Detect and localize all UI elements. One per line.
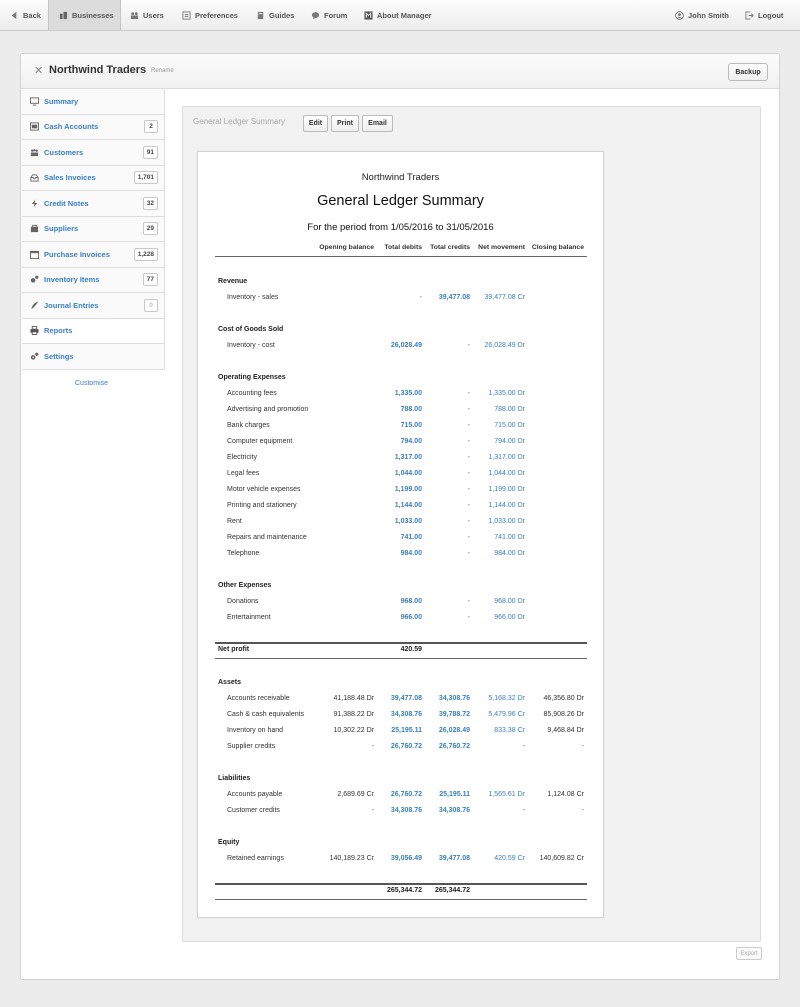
cell-debit[interactable]: 794.00 [400,438,422,445]
header-divider [215,256,587,257]
account-row [198,454,603,464]
guides-icon [256,11,265,20]
cell-credit: - [467,534,470,541]
logout-label: Logout [758,10,784,20]
cell-net[interactable]: 1,033.00 Dr [488,518,525,525]
section-heading-cogs: Cost of Goods Sold [218,326,284,333]
account-name: Cash & cash equivalents [227,711,305,718]
cell-debit[interactable]: 34,308.76 [390,711,422,718]
cell-credit[interactable]: 39,788.72 [438,711,470,718]
account-row [198,422,603,432]
sidebar-item-cash-accounts[interactable] [22,115,165,141]
cell-net[interactable]: 1,044.00 Dr [488,470,525,477]
cell-credit: - [467,502,470,509]
cell-close: - [581,807,584,814]
count-badge: 2 [144,120,158,133]
about-manager-label: About Manager [377,10,432,20]
email-button[interactable]: Email [362,115,393,132]
account-row [198,470,603,480]
account-row [198,502,603,512]
forum-icon [311,11,320,20]
cell-debit[interactable]: 39,056.49 [390,855,422,862]
section-heading-equity: Equity [218,839,240,846]
account-row [198,807,603,817]
cash-icon [30,122,39,131]
column-header-closing-balance: Closing balance [531,244,584,251]
sidebar-item-inventory-items[interactable] [22,268,165,294]
cell-close: 85,908.26 Dr [543,711,584,718]
cell-net[interactable]: 833.38 Cr [494,727,525,734]
cell-net[interactable]: 1,144.00 Dr [488,502,525,509]
net-profit-value: 420.59 [400,646,422,653]
report-content-area [182,106,761,942]
account-name: Bank charges [227,422,270,429]
forum-label: Forum [324,10,348,20]
backup-button[interactable]: Backup [728,63,768,81]
cell-net[interactable]: 715.00 Dr [494,422,525,429]
cell-debit[interactable]: 741.00 [400,534,422,541]
cell-open: 41,188.48 Dr [333,695,374,702]
sidebar-item-purchase-invoices[interactable] [22,242,165,268]
cell-credit: - [467,422,470,429]
column-header-total-debits: Total debits [384,244,422,251]
account-name: Accounts payable [227,791,283,798]
account-row [198,342,603,352]
cell-debit[interactable]: 984.00 [400,550,422,557]
cell-credit: - [467,454,470,461]
cell-credit: - [467,406,470,413]
sidebar-item-reports[interactable] [22,319,165,345]
account-name: Entertainment [227,614,271,621]
cell-debit[interactable]: 26,760.72 [390,791,422,798]
customers-icon [30,148,39,157]
cell-net: - [522,807,525,814]
count-badge: 29 [143,222,158,235]
totals-bottom-divider [215,899,587,900]
cell-credit: - [467,438,470,445]
nav-forum[interactable] [311,0,347,30]
cell-debit[interactable]: 788.00 [400,406,422,413]
sidebar-item-label: Summary [44,96,79,106]
back-button[interactable] [10,0,41,30]
users-icon [130,11,139,20]
monitor-icon [30,97,39,106]
sidebar-item-customers[interactable] [22,140,165,166]
cell-credit: - [467,486,470,493]
cell-debit[interactable]: 1,033.00 [394,518,422,525]
suppliers-icon [30,224,39,233]
account-name: Supplier credits [227,743,276,750]
business-header [21,54,779,89]
cell-debit[interactable]: 966.00 [400,614,422,621]
guides-label: Guides [269,10,295,20]
account-row [198,614,603,624]
section-heading-operating-expenses: Operating Expenses [218,374,286,381]
account-row [198,727,603,737]
manager-logo-icon [364,11,373,20]
section-heading-liabilities: Liabilities [218,775,251,782]
user-menu[interactable] [675,0,729,30]
export-button[interactable]: Export [736,947,762,960]
count-badge: 1,228 [134,248,158,261]
cell-net[interactable]: 966.00 Dr [494,614,525,621]
businesses-label: Businesses [72,10,114,20]
cell-debit[interactable]: 1,144.00 [394,502,422,509]
cell-open: 140,189.23 Cr [329,855,374,862]
report-view-title: General Ledger Summary [193,117,286,126]
sidebar-item-label: Settings [44,351,74,361]
account-name: Inventory - cost [227,342,275,349]
cell-debit: - [419,294,422,301]
cell-credit[interactable]: 26,028.49 [438,727,470,734]
cell-net[interactable]: 420.59 Cr [494,855,525,862]
account-row [198,711,603,721]
column-header-total-credits: Total credits [430,244,470,251]
cell-debit[interactable]: 1,044.00 [394,470,422,477]
cell-credit: - [467,342,470,349]
rename-link[interactable]: Rename [151,68,174,74]
account-name: Customer credits [227,807,280,814]
account-name: Retained earnings [227,855,284,862]
sidebar-item-label: Purchase Invoices [44,249,110,259]
cell-open: - [371,807,374,814]
cell-debit[interactable]: 968.00 [400,598,422,605]
cell-close: 140,609.82 Cr [539,855,584,862]
cell-credit: - [467,550,470,557]
account-name: Accounting fees [227,390,277,397]
cell-open: 10,302.22 Dr [333,727,374,734]
cell-debit[interactable]: 39,477.08 [390,695,422,702]
cell-net[interactable]: 39,477.08 Cr [484,294,525,301]
logout-icon [745,11,754,20]
nav-users[interactable] [130,0,164,30]
account-row [198,855,603,865]
cell-net: - [522,743,525,750]
cell-close: 1,124.08 Cr [547,791,584,798]
account-name: Electricity [227,454,257,461]
cell-credit: - [467,518,470,525]
sidebar-item-sales-invoices[interactable] [22,166,165,192]
cell-credit: - [467,598,470,605]
total-debits-value: 265,344.72 [386,887,422,894]
count-badge: 77 [143,273,158,286]
report-company-name: Northwind Traders [361,172,440,183]
account-name: Repairs and maintenance [227,534,307,541]
nav-guides[interactable] [256,0,294,30]
sidebar-item-label: Sales Invoices [44,173,96,183]
cell-credit[interactable]: 39,477.08 [438,294,470,301]
account-name: Accounts receivable [227,695,290,702]
cell-net[interactable]: 1,335.00 Dr [488,390,525,397]
account-row [198,743,603,753]
sidebar-item-label: Inventory Items [44,275,100,285]
cell-credit[interactable]: 39,477.08 [438,855,470,862]
column-header-net-movement: Net movement [478,244,525,251]
sidebar-item-journal-entries[interactable] [22,293,165,319]
cell-credit[interactable]: 34,308.76 [438,695,470,702]
cell-close: 9,468.84 Dr [547,727,584,734]
sidebar-item-label: Suppliers [44,224,79,234]
sidebar-item-summary[interactable] [22,89,165,115]
cell-credit: - [467,614,470,621]
calendar-icon [30,250,39,259]
sidebar-item-settings[interactable] [22,344,165,370]
cell-net[interactable]: 5,479.96 Cr [488,711,525,718]
cell-debit[interactable]: 34,308.76 [390,807,422,814]
totals-row [198,887,603,897]
sidebar-item-label: Customers [44,147,84,157]
preferences-label: Preferences [195,10,238,20]
account-row [198,534,603,544]
cell-debit[interactable]: 1,199.00 [394,486,422,493]
section-heading-revenue: Revenue [218,278,248,285]
back-label: Back [23,10,41,20]
account-name: Rent [227,518,242,525]
preferences-icon [182,11,191,20]
account-row [198,438,603,448]
account-row [198,294,603,304]
account-name: Inventory - sales [227,294,279,301]
cell-net[interactable]: 5,168.32 Dr [488,695,525,702]
user-avatar-icon [675,11,684,20]
nav-preferences[interactable] [182,0,238,30]
section-heading-other-expenses: Other Expenses [218,582,272,589]
net-profit-label: Net profit [218,646,250,653]
cell-debit[interactable]: 1,317.00 [394,454,422,461]
cell-debit[interactable]: 1,335.00 [394,390,422,397]
count-badge: 1,701 [134,171,158,184]
sidebar [22,89,165,370]
net-profit-bottom-divider [215,658,587,659]
section-heading-assets: Assets [218,679,241,686]
cell-debit[interactable]: 25,195.11 [391,727,422,734]
inbox-icon [30,173,39,182]
account-name: Printing and stationery [227,502,297,509]
account-row [198,598,603,608]
sidebar-item-label: Cash Accounts [44,122,99,132]
printer-icon [30,326,39,335]
user-name: John Smith [688,10,729,20]
account-row [198,406,603,416]
cell-open: 91,388.22 Dr [333,711,374,718]
edit-button[interactable]: Edit [303,115,328,132]
count-badge: 91 [143,146,158,159]
report-period: For the period from 1/05/2016 to 31/05/2016 [307,222,494,233]
cell-close: 46,356.80 Dr [543,695,584,702]
cell-credit: - [467,390,470,397]
gears-icon [30,275,39,284]
cell-net[interactable]: 788.00 Dr [494,406,525,413]
nav-about-manager[interactable] [364,0,432,30]
cell-credit[interactable]: 25,195.11 [439,791,470,798]
account-name: Inventory on hand [227,727,284,734]
account-name: Legal fees [227,470,260,477]
sidebar-item-suppliers[interactable] [22,217,165,243]
account-name: Advertising and promotion [227,406,309,413]
cell-net[interactable]: 984.00 Dr [494,550,525,557]
businesses-icon [59,11,68,20]
report-paper [197,151,604,918]
sidebar-item-label: Journal Entries [44,300,99,310]
cell-credit[interactable]: 26,760.72 [438,743,470,750]
cell-open: - [371,743,374,750]
sidebar-item-label: Reports [44,326,73,336]
account-name: Telephone [227,550,260,557]
cell-net[interactable]: 968.00 Dr [494,598,525,605]
business-name: Northwind Traders [49,64,147,76]
net-profit-divider [215,642,587,644]
cell-open: 2,689.69 Cr [337,791,374,798]
users-label: Users [143,10,164,20]
report-title: General Ledger Summary [317,193,484,209]
account-row [198,390,603,400]
count-badge: 32 [143,197,158,210]
lightning-icon [30,199,39,208]
print-button[interactable]: Print [331,115,359,132]
sidebar-item-label: Credit Notes [44,198,89,208]
sidebar-item-credit-notes[interactable] [22,191,165,217]
account-row [198,791,603,801]
count-badge: 0 [144,299,158,312]
cell-debit[interactable]: 26,028.49 [390,342,422,349]
logout-button[interactable] [745,0,783,30]
totals-divider [215,883,587,885]
cell-debit[interactable]: 715.00 [400,422,422,429]
cell-net[interactable]: 1,199.00 Dr [488,486,525,493]
cell-net[interactable]: 1,317.00 Dr [488,454,525,461]
back-arrow-icon [10,11,19,20]
customise-link[interactable]: Customise [75,380,109,387]
cell-net[interactable]: 794.00 Dr [494,438,525,445]
net-profit-row [198,646,603,656]
account-name: Computer equipment [227,438,293,445]
nav-businesses[interactable] [48,0,121,30]
top-navigation-bar [0,0,800,31]
column-header-opening-balance: Opening balance [319,244,374,251]
cell-debit[interactable]: 26,760.72 [390,743,422,750]
cell-net[interactable]: 1,565.61 Dr [488,791,525,798]
cell-net[interactable]: 741.00 Dr [494,534,525,541]
close-business-icon[interactable]: ✕ [34,65,44,77]
cell-credit[interactable]: 34,308.76 [438,807,470,814]
account-name: Donations [227,598,259,605]
account-name: Motor vehicle expenses [227,486,301,493]
cell-credit: - [467,470,470,477]
account-row [198,695,603,705]
account-row [198,550,603,560]
account-row [198,518,603,528]
account-row [198,486,603,496]
settings-gears-icon [30,352,39,361]
cell-net[interactable]: 26,028.49 Dr [484,342,525,349]
total-credits-value: 265,344.72 [434,887,470,894]
business-panel [20,53,780,980]
quill-icon [30,301,39,310]
cell-close: - [581,743,584,750]
